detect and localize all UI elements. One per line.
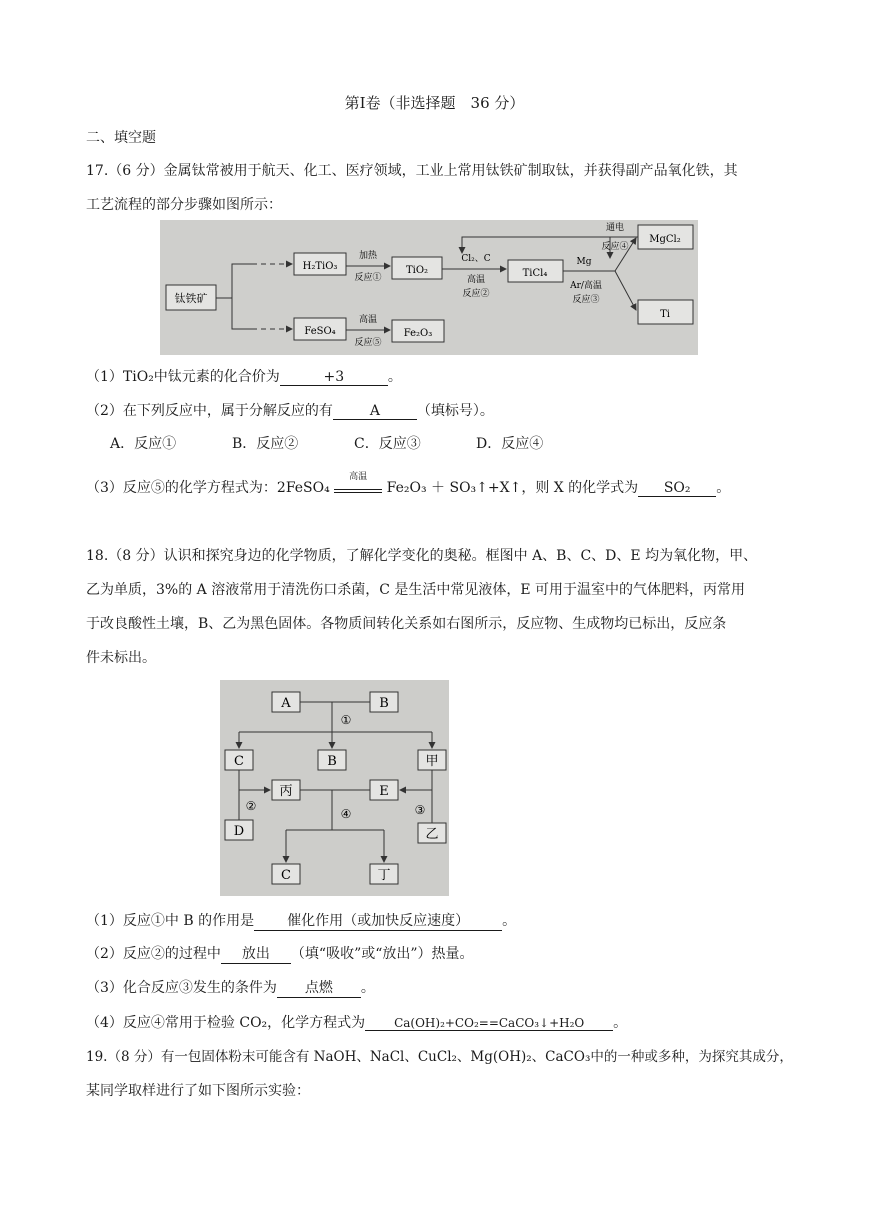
q19-intro-line1: 19.（8 分）有一包固体粉末可能含有 NaOH、NaCl、CuCl₂、Mg(OH)₂、CaCO₃中的一种或多种，为探究其成分，	[86, 1049, 793, 1065]
q17-options	[110, 433, 598, 453]
q18-part3	[86, 977, 375, 998]
equation-condition	[334, 472, 382, 493]
q18-intro-line4: 件未标出。	[86, 650, 156, 666]
q17-flow-diagram	[160, 220, 698, 355]
q17-part1-answer: +3	[280, 369, 388, 386]
q18-part1-end: 。	[502, 913, 517, 929]
q18-part2-end: （填“吸收”或“放出”）热量。	[290, 946, 474, 962]
r4-condition: 通电	[605, 223, 625, 233]
q19-intro-line2: 某同学取样进行了如下图所示实验：	[86, 1083, 310, 1099]
q17-part3-answer: SO₂	[638, 480, 716, 497]
box-titanium-ore-label: 钛铁矿	[174, 292, 208, 305]
r3-reactant: Mg	[576, 257, 592, 267]
q18-intro-line3: 于改良酸性土壤，B、乙为黑色固体。各物质间转化关系如右图所示，反应物、生成物均已标出，反应条	[86, 616, 727, 632]
q17-part3-mid: Fe₂O₃ ＋ SO₃↑+X↑，则 X 的化学式为	[386, 480, 639, 496]
box-bing-label: 丙	[279, 784, 293, 799]
r1-condition: 加热	[358, 251, 378, 261]
q17-part2	[86, 400, 494, 420]
box-b-label: B	[327, 754, 337, 769]
box-jia-label: 甲	[425, 754, 439, 769]
diagram-background	[220, 680, 449, 896]
q18-intro-line2: 乙为单质，3%的 A 溶液常用于清洗伤口杀菌，C 是生活中常见液体，E 可用于温室中的气体肥料，丙常用	[86, 582, 746, 598]
box-ding-label: 丁	[377, 868, 391, 883]
box-e-label: E	[379, 784, 389, 799]
r1-label: 反应①	[354, 273, 382, 283]
box-h2tio3-label: H₂TiO₃	[302, 261, 338, 272]
q18-part1-answer: 催化作用（或加快反应速度）	[254, 910, 502, 931]
r2-label: 反应②	[462, 289, 490, 299]
option-c: C．反应③	[354, 436, 421, 452]
r2-reactants: Cl₂、C	[461, 254, 491, 264]
q17-part3-end: 。	[716, 480, 731, 496]
q18-part4-answer: Ca(OH)₂+CO₂==CaCO₃↓+H₂O	[365, 1016, 613, 1031]
q18-part4-end: 。	[613, 1015, 628, 1031]
q17-part3	[86, 472, 731, 497]
q18-part1-text: （1）反应①中 B 的作用是	[86, 913, 255, 929]
r5-label: 反应⑤	[354, 338, 382, 348]
q17-part1	[86, 366, 402, 386]
section-heading: 二、填空题	[86, 130, 156, 146]
q18-part2-answer: 放出	[221, 943, 291, 964]
r3-condition: Ar/高温	[570, 281, 602, 291]
q18-part2-text: （2）反应②的过程中	[86, 946, 221, 962]
r5-condition: 高温	[358, 315, 378, 325]
box-feso4-label: FeSO₄	[304, 326, 336, 337]
option-b: B．反应②	[232, 436, 299, 452]
r3-label: 反应③	[572, 295, 600, 305]
r4-label: ④	[340, 807, 352, 821]
q18-intro-line1: 18.（8 分）认识和探究身边的化学物质，了解化学变化的奥秘。框图中 A、B、C、D、E 均为氧化物，甲、	[86, 548, 758, 564]
r2-condition: 高温	[466, 275, 486, 285]
option-d: D．反应④	[476, 436, 544, 452]
r3-label: ③	[414, 803, 426, 817]
box-mgcl2-label: MgCl₂	[649, 234, 681, 245]
box-fe2o3-label: Fe₂O₃	[403, 328, 433, 339]
r2-label: ②	[245, 799, 257, 813]
box-ticl4-label: TiCl₄	[522, 268, 548, 279]
q17-part2-end: （填标号）。	[416, 403, 494, 419]
q17-part1-text: （1）TiO₂中钛元素的化合价为	[86, 369, 280, 385]
q18-part3-answer: 点燃	[277, 977, 361, 998]
box-d-label: D	[233, 824, 245, 839]
box-tio2-label: TiO₂	[405, 265, 429, 276]
box-c-label: C	[234, 754, 244, 769]
q17-part2-answer: A	[333, 403, 417, 420]
q18-part2	[86, 943, 474, 964]
box-b-top-label: B	[379, 696, 389, 711]
q17-part2-text: （2）在下列反应中，属于分解反应的有	[86, 403, 333, 419]
q17-intro-line1: 17.（6 分）金属钛常被用于航天、化工、医疗领域，工业上常用钛铁矿制取钛，并获得副产品氧化铁，其	[86, 163, 738, 179]
q17-part1-end: 。	[387, 369, 402, 385]
q18-relation-diagram	[220, 680, 449, 896]
box-a-label: A	[281, 696, 291, 711]
q17-intro-line2: 工艺流程的部分步骤如图所示：	[86, 197, 282, 213]
r4-label: 反应④	[601, 242, 629, 252]
equation-condition-text: 高温	[349, 472, 368, 482]
q18-part3-text: （3）化合反应③发生的条件为	[86, 980, 277, 996]
box-c-bottom-label: C	[281, 868, 291, 883]
r1-label: ①	[340, 713, 352, 727]
option-a: A．反应①	[110, 436, 177, 452]
section-title: 第Ⅰ卷（非选择题 36 分）	[344, 94, 525, 112]
q18-part1	[86, 910, 516, 931]
q17-part3-text: （3）反应⑤的化学方程式为：2FeSO₄	[86, 480, 330, 496]
q18-part4	[86, 1012, 627, 1032]
q18-part3-end: 。	[360, 980, 375, 996]
box-ti-label: Ti	[660, 309, 670, 320]
q18-part4-text: （4）反应④常用于检验 CO₂，化学方程式为	[86, 1015, 366, 1031]
box-yi-label: 乙	[425, 827, 439, 842]
